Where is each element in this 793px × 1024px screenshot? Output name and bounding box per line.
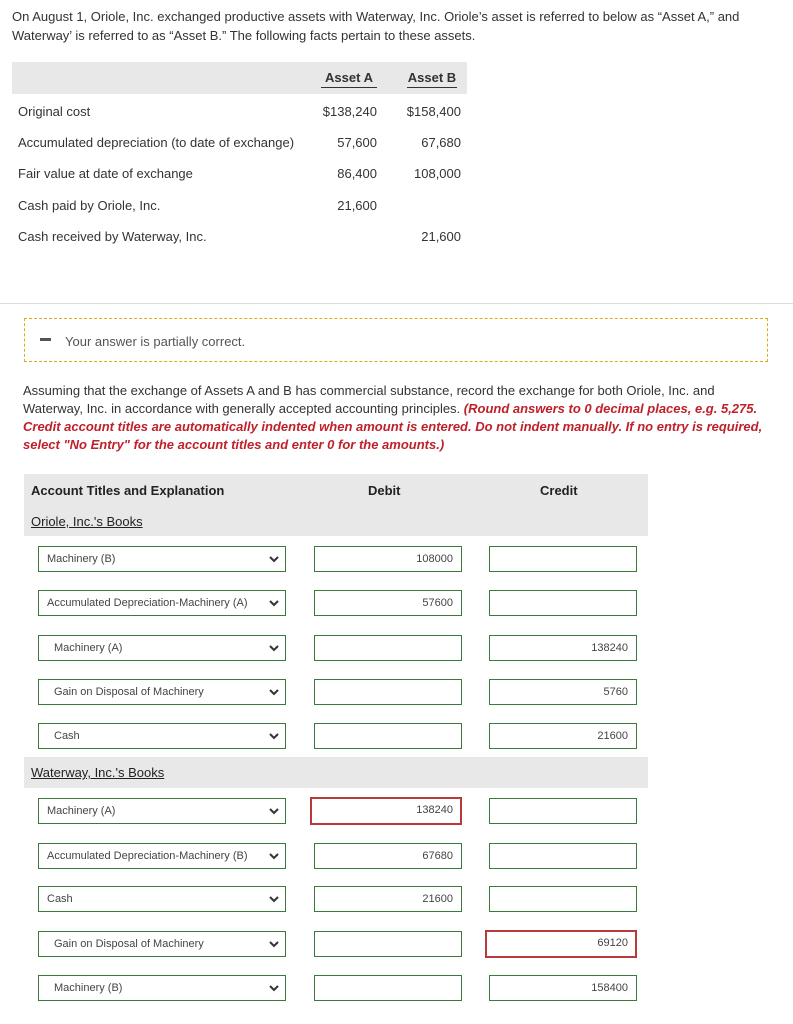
account-select[interactable] [38, 723, 286, 749]
credit-value: 21600 [597, 730, 628, 742]
account-select[interactable] [38, 679, 286, 705]
debit-input-incorrect[interactable] [310, 797, 462, 825]
credit-input[interactable] [489, 635, 637, 661]
debit-value: 138240 [416, 804, 453, 816]
facts-label: Fair value at date of exchange [18, 166, 193, 181]
credit-input[interactable] [489, 679, 637, 705]
credit-input[interactable] [489, 843, 637, 869]
account-select[interactable] [38, 975, 286, 1001]
asset-a-header: Asset A [321, 70, 377, 88]
minus-icon [40, 338, 51, 341]
instructions-note: (Round answers to 0 decimal places, e.g. 5,275. Credit account titles are automatically indented when amount is entered. Do not indent manually. If no entry is required, select "No Entry" for the account titles and enter 0 for the amounts.) [23, 401, 763, 452]
debit-input[interactable] [314, 635, 462, 661]
account-select-value: Accumulated Depreciation-Machinery (B) [47, 850, 248, 862]
facts-header-row [12, 62, 467, 94]
account-select-value: Machinery (B) [47, 553, 116, 565]
facts-row-original-cost [12, 104, 467, 124]
chevron-down-icon [268, 938, 280, 950]
credit-header: Credit [540, 483, 578, 498]
debit-input[interactable] [314, 975, 462, 1001]
account-select[interactable] [38, 843, 286, 869]
asset-b-value: 21,600 [421, 229, 461, 244]
debit-input[interactable] [314, 931, 462, 957]
partial-correct-notice [24, 318, 768, 362]
credit-value: 69120 [597, 937, 628, 949]
debit-input[interactable] [314, 546, 462, 572]
credit-input[interactable] [489, 798, 637, 824]
account-select[interactable] [38, 931, 286, 957]
facts-row-cash-received [12, 229, 467, 249]
chevron-down-icon [268, 553, 280, 565]
chevron-down-icon [268, 730, 280, 742]
debit-input[interactable] [314, 843, 462, 869]
asset-a-value: 86,400 [337, 166, 377, 181]
facts-label: Original cost [18, 104, 91, 119]
account-select-value: Machinery (A) [54, 642, 123, 654]
credit-input[interactable] [489, 546, 637, 572]
chevron-down-icon [268, 893, 280, 905]
asset-a-value: $138,240 [322, 104, 377, 119]
journal-header [24, 474, 648, 536]
debit-header: Debit [368, 483, 401, 498]
chevron-down-icon [268, 850, 280, 862]
asset-b-value: 108,000 [414, 166, 461, 181]
instructions-text: Assuming that the exchange of Assets A and B has commercial substance, record the exchange for both Oriole, Inc. and Waterway, Inc. in accordance with generally accepted accounting principles. [23, 383, 715, 416]
debit-input[interactable] [314, 886, 462, 912]
asset-facts-table [12, 62, 467, 244]
account-select-value: Cash [54, 730, 80, 742]
account-titles-header: Account Titles and Explanation [31, 483, 225, 498]
problem-intro: On August 1, Oriole, Inc. exchanged productive assets with Waterway, Inc. Oriole’s asset is referred to below as “Asset A,” and Waterway’ is referred to as “Asset B.” The following facts pertain to these assets. [12, 9, 740, 43]
notice-message: Your answer is partially correct. [65, 334, 246, 349]
credit-value: 5760 [603, 686, 628, 698]
credit-value: 138240 [591, 642, 628, 654]
asset-b-value: $158,400 [406, 104, 461, 119]
account-select-value: Cash [47, 893, 73, 905]
facts-label: Accumulated depreciation (to date of exchange) [18, 135, 295, 150]
account-select-value: Gain on Disposal of Machinery [54, 686, 204, 698]
section-divider [0, 303, 793, 304]
account-select-value: Machinery (B) [54, 982, 123, 994]
chevron-down-icon [268, 642, 280, 654]
chevron-down-icon [268, 597, 280, 609]
credit-input[interactable] [489, 723, 637, 749]
debit-value: 57600 [422, 597, 453, 609]
facts-row-fair-value [12, 166, 467, 186]
debit-value: 108000 [416, 553, 453, 565]
account-select-value: Gain on Disposal of Machinery [54, 938, 204, 950]
facts-label: Cash paid by Oriole, Inc. [18, 198, 161, 213]
facts-row-accumulated-depreciation [12, 135, 467, 155]
oriole-books-title: Oriole, Inc.'s Books [31, 514, 143, 529]
instructions [23, 382, 775, 454]
account-select-value: Accumulated Depreciation-Machinery (A) [47, 597, 248, 609]
facts-row-cash-paid [12, 198, 467, 218]
account-select[interactable] [38, 546, 286, 572]
credit-value: 158400 [591, 982, 628, 994]
account-select-value: Machinery (A) [47, 805, 116, 817]
asset-a-value: 21,600 [337, 198, 377, 213]
chevron-down-icon [268, 805, 280, 817]
credit-input[interactable] [489, 975, 637, 1001]
account-select[interactable] [38, 798, 286, 824]
facts-label: Cash received by Waterway, Inc. [18, 229, 207, 244]
debit-input[interactable] [314, 723, 462, 749]
chevron-down-icon [268, 982, 280, 994]
waterway-books-title: Waterway, Inc.'s Books [31, 765, 165, 780]
credit-input-incorrect[interactable] [485, 930, 637, 958]
asset-a-value: 57,600 [337, 135, 377, 150]
account-select[interactable] [38, 635, 286, 661]
debit-value: 21600 [422, 893, 453, 905]
account-select[interactable] [38, 590, 286, 616]
debit-input[interactable] [314, 590, 462, 616]
credit-input[interactable] [489, 886, 637, 912]
account-select[interactable] [38, 886, 286, 912]
waterway-books-bar [24, 757, 648, 788]
chevron-down-icon [268, 686, 280, 698]
debit-value: 67680 [422, 850, 453, 862]
asset-b-value: 67,680 [421, 135, 461, 150]
asset-b-header: Asset B [407, 70, 457, 88]
debit-input[interactable] [314, 679, 462, 705]
credit-input[interactable] [489, 590, 637, 616]
